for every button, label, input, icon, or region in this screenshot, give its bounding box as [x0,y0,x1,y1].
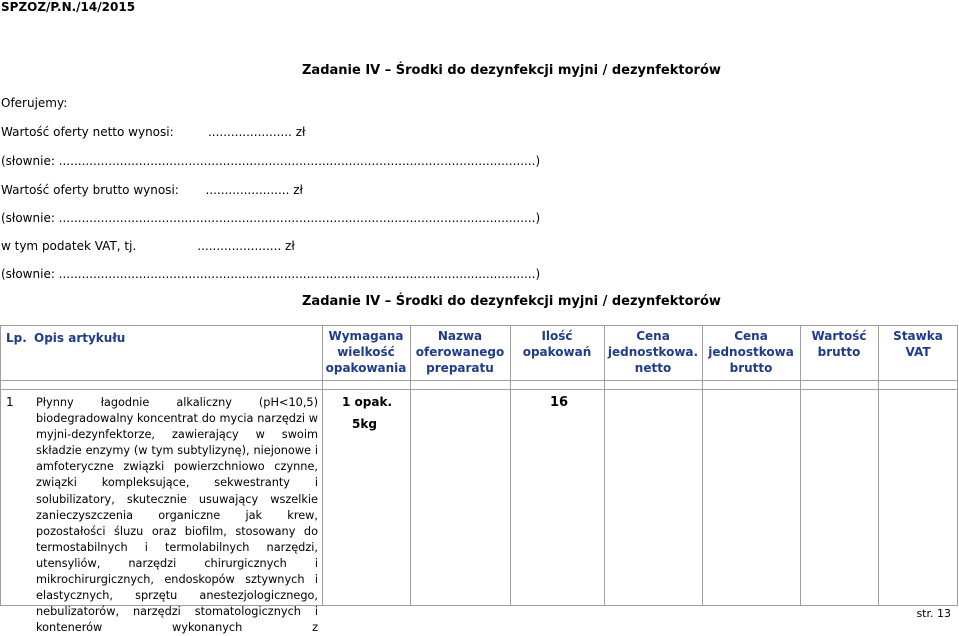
col-border [0,325,1,606]
row-lp: 1 [6,395,14,409]
col-border [957,325,958,606]
table-top-border [0,325,958,326]
header-opis: Opis artykułu [34,331,126,345]
header-nazwa: Nazwa oferowanego preparatu [415,329,505,375]
offer-vat-words: (słownie: .............................................................................................................................) [1,267,541,281]
row-package-size-weight: 5kg [352,417,377,431]
col-border [322,325,323,606]
col-border [510,325,511,606]
offer-net-words: (słownie: .............................................................................................................................) [1,154,541,168]
section-title-bottom: Zadanie IV – Środki do dezynfekcji myjni / dezynfektorów [302,294,721,309]
col-border [410,325,411,606]
offer-gross-words: (słownie: .............................................................................................................................) [1,211,541,225]
row-package-size-count: 1 opak. [342,395,392,409]
row-description: Płynny łagodnie alkaliczny (pH<10,5) biodegradowalny koncentrat do mycia narzędzi w myjni-dezynfektorze, zawierający w swoim składzie enzymy (w tym subtylizynę), niejonowe i amfoteryczne związki powierzchniowo czynne, związki kompleksujące, sekwestranty i solubilizatory, skutecznie usuwający wszelkie zanieczyszczenia organiczne jak krew, pozostałości śluzu oraz biofilm, stosowany do termostabilnych i termolabilnych narzędzi, utensyliów, narzędzi chirurgicznych i mikrochirurgicznych, endoskopów sztywnych i elastycznych, sprzętu anestezjologicznego, nebulizatorów, narzędzi stomatologicznych i kontenerów wykonanych z [36,396,318,635]
header-vat: Stawka VAT [893,329,943,359]
page-number: str. 13 [916,607,951,620]
offer-vat-value: w tym podatek VAT, tj. ...................... zł [1,239,295,253]
header-wielkosc: Wymagana wielkość opakowania [325,329,407,375]
header-cena-netto: Cena jednostkowa. netto [607,329,699,375]
offer-net-value: Wartość oferty netto wynosi: ...................... zł [1,125,306,139]
header-wartosc: Wartość brutto [811,329,867,359]
document-reference: SPZOZ/P.N./14/2015 [1,0,136,14]
header-bottom-border [0,380,958,381]
row-top-border [0,389,958,390]
col-border [604,325,605,606]
col-border [800,325,801,606]
offer-intro: Oferujemy: [1,96,68,110]
header-lp: Lp. [6,331,27,345]
header-ilosc: Ilość opakowań [522,329,592,359]
col-border [878,325,879,606]
row-quantity: 16 [550,395,569,410]
header-cena-brutto: Cena jednostkowa brutto [708,329,794,375]
section-title-top: Zadanie IV – Środki do dezynfekcji myjni / dezynfektorów [302,63,721,78]
offer-gross-value: Wartość oferty brutto wynosi: ...................... zł [1,183,303,197]
col-border [702,325,703,606]
